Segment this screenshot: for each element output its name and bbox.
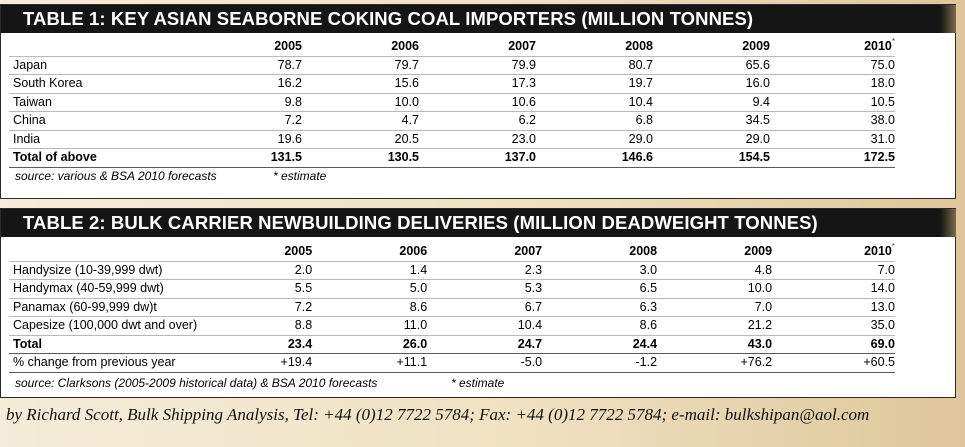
cell: 2.3 — [427, 261, 542, 280]
cell: +76.2 — [657, 354, 772, 373]
table1-source — [15, 169, 327, 183]
table2-pct-row — [9, 354, 895, 373]
row-label: Handymax (40-59,999 dwt) — [9, 280, 197, 299]
cell: 11.0 — [312, 317, 427, 336]
table2-year-2010: 2010* — [772, 243, 895, 261]
table-row — [9, 261, 895, 280]
cell: 80.7 — [536, 56, 653, 75]
cell: 79.9 — [419, 56, 536, 75]
cell: 8.8 — [197, 317, 312, 336]
cell: 4.7 — [302, 112, 419, 131]
table2-year-2009: 2009 — [657, 243, 772, 261]
cell: 172.5 — [770, 149, 895, 168]
cell: 24.4 — [542, 335, 657, 354]
cell: 154.5 — [653, 149, 770, 168]
table1-header-blank — [9, 38, 185, 56]
cell: 23.4 — [197, 335, 312, 354]
row-label: Panamax (60-99,999 dw)t — [9, 298, 197, 317]
cell: -1.2 — [542, 354, 657, 373]
cell: 29.0 — [536, 130, 653, 149]
table1-year-2005: 2005 — [185, 38, 302, 56]
cell: 31.0 — [770, 130, 895, 149]
cell: 5.5 — [197, 280, 312, 299]
table-row — [9, 130, 895, 149]
cell: 10.4 — [536, 93, 653, 112]
cell: 14.0 — [772, 280, 895, 299]
table1-title: TABLE 1: KEY ASIAN SEABORNE COKING COAL IMPORTERS (MILLION TONNES) — [1, 5, 955, 33]
table1-panel — [0, 4, 956, 199]
table2-year-2005: 2005 — [197, 243, 312, 261]
cell: 23.0 — [419, 130, 536, 149]
footer-credit: by Richard Scott, Bulk Shipping Analysis, Tel: +44 (0)12 7722 5784; Fax: +44 (0)12 7722 5784; e-mail: bulkshipan@aol.com — [6, 405, 870, 424]
cell: 7.0 — [657, 298, 772, 317]
cell: +19.4 — [197, 354, 312, 373]
cell: 9.8 — [185, 93, 302, 112]
cell: +11.1 — [312, 354, 427, 373]
table-row — [9, 298, 895, 317]
cell: 69.0 — [772, 335, 895, 354]
cell: 10.0 — [657, 280, 772, 299]
table1-year-2006: 2006 — [302, 38, 419, 56]
table2 — [9, 243, 895, 373]
cell: 19.6 — [185, 130, 302, 149]
table1-estimate-note: * estimate — [273, 169, 327, 183]
table2-total-row — [9, 335, 895, 354]
table2-estimate-note: * estimate — [451, 376, 505, 390]
cell: 65.6 — [653, 56, 770, 75]
cell: 1.4 — [312, 261, 427, 280]
cell: 8.6 — [542, 317, 657, 336]
cell: 7.0 — [772, 261, 895, 280]
row-label: Total — [9, 335, 197, 354]
cell: 29.0 — [653, 130, 770, 149]
cell: 3.0 — [542, 261, 657, 280]
cell: 20.5 — [302, 130, 419, 149]
table2-estimate-mark: * — [891, 242, 895, 251]
cell: 10.6 — [419, 93, 536, 112]
row-label: South Korea — [9, 75, 185, 94]
row-label: Japan — [9, 56, 185, 75]
table-row — [9, 75, 895, 94]
cell: 10.0 — [302, 93, 419, 112]
cell: 24.7 — [427, 335, 542, 354]
cell: 78.7 — [185, 56, 302, 75]
table1-year-2009: 2009 — [653, 38, 770, 56]
cell: 79.7 — [302, 56, 419, 75]
cell: 6.8 — [536, 112, 653, 131]
cell: 10.4 — [427, 317, 542, 336]
cell: 8.6 — [312, 298, 427, 317]
cell: 75.0 — [770, 56, 895, 75]
table2-year-2007: 2007 — [427, 243, 542, 261]
table1-header-row — [9, 38, 895, 56]
table-row — [9, 93, 895, 112]
table1-source-text: source: various & BSA 2010 forecasts — [15, 169, 217, 183]
table2-header-blank — [9, 243, 197, 261]
table2-header-row — [9, 243, 895, 261]
cell: 137.0 — [419, 149, 536, 168]
table2-panel — [0, 208, 956, 398]
cell: 16.0 — [653, 75, 770, 94]
table-row — [9, 112, 895, 131]
cell: 9.4 — [653, 93, 770, 112]
table2-source-text: source: Clarksons (2005-2009 historical data) & BSA 2010 forecasts — [15, 376, 378, 390]
table1-year-2008: 2008 — [536, 38, 653, 56]
cell: 26.0 — [312, 335, 427, 354]
table1-total-row — [9, 149, 895, 168]
row-label: Total of above — [9, 149, 185, 168]
row-label: Taiwan — [9, 93, 185, 112]
cell: 7.2 — [197, 298, 312, 317]
cell: 4.8 — [657, 261, 772, 280]
cell: 21.2 — [657, 317, 772, 336]
cell: 146.6 — [536, 149, 653, 168]
table2-year-2006: 2006 — [312, 243, 427, 261]
cell: 6.5 — [542, 280, 657, 299]
row-label: China — [9, 112, 185, 131]
cell: 43.0 — [657, 335, 772, 354]
row-label: Capesize (100,000 dwt and over) — [9, 317, 197, 336]
cell: 35.0 — [772, 317, 895, 336]
table-row — [9, 280, 895, 299]
cell: 5.0 — [312, 280, 427, 299]
cell: 5.3 — [427, 280, 542, 299]
row-label: Handysize (10-39,999 dwt) — [9, 261, 197, 280]
cell: 131.5 — [185, 149, 302, 168]
table-row — [9, 56, 895, 75]
cell: 34.5 — [653, 112, 770, 131]
cell: 6.2 — [419, 112, 536, 131]
cell: 6.7 — [427, 298, 542, 317]
cell: 15.6 — [302, 75, 419, 94]
cell: 38.0 — [770, 112, 895, 131]
cell: 7.2 — [185, 112, 302, 131]
cell: 18.0 — [770, 75, 895, 94]
table2-year-2008: 2008 — [542, 243, 657, 261]
cell: 19.7 — [536, 75, 653, 94]
row-label: % change from previous year — [9, 354, 197, 373]
row-label: India — [9, 130, 185, 149]
table1-estimate-mark: * — [891, 37, 895, 46]
table-row — [9, 317, 895, 336]
cell: -5.0 — [427, 354, 542, 373]
cell: 2.0 — [197, 261, 312, 280]
cell: +60.5 — [772, 354, 895, 373]
table1-year-2010: 2010* — [770, 38, 895, 56]
table1 — [9, 38, 895, 168]
cell: 16.2 — [185, 75, 302, 94]
cell: 10.5 — [770, 93, 895, 112]
table2-title: TABLE 2: BULK CARRIER NEWBUILDING DELIVERIES (MILLION DEADWEIGHT TONNES) — [1, 209, 955, 237]
cell: 6.3 — [542, 298, 657, 317]
table2-source — [15, 376, 505, 390]
cell: 13.0 — [772, 298, 895, 317]
cell: 17.3 — [419, 75, 536, 94]
table1-year-2007: 2007 — [419, 38, 536, 56]
cell: 130.5 — [302, 149, 419, 168]
